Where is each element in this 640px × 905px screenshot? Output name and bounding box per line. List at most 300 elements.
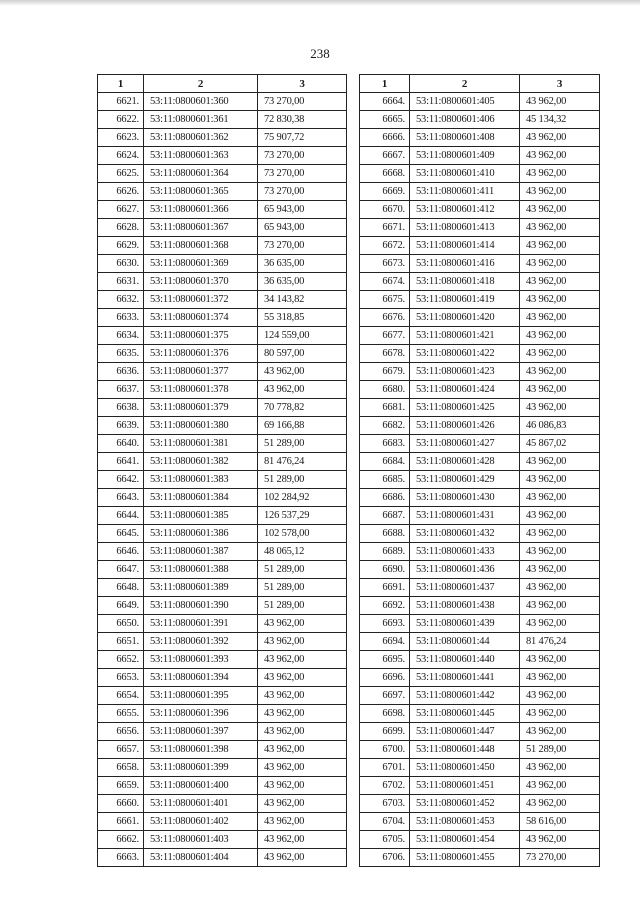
table-row [98,291,347,309]
cadastral-value: 55 318,85 [258,309,347,327]
table-row [360,795,600,813]
cadastral-number: 53:11:0800601:368 [144,237,258,255]
cadastral-value: 51 289,00 [258,579,347,597]
cadastral-value: 73 270,00 [520,849,600,867]
cadastral-number: 53:11:0800601:392 [144,633,258,651]
table-row [360,381,600,399]
cadastral-number: 53:11:0800601:431 [410,507,520,525]
table-row [360,849,600,867]
cadastral-value: 43 962,00 [520,165,600,183]
row-number: 6672. [360,237,410,255]
table-row [360,147,600,165]
cadastral-number: 53:11:0800601:426 [410,417,520,435]
row-number: 6628. [98,219,144,237]
table-row [98,561,347,579]
cadastral-number: 53:11:0800601:433 [410,543,520,561]
row-number: 6656. [98,723,144,741]
cadastral-value: 43 962,00 [520,471,600,489]
row-number: 6678. [360,345,410,363]
row-number: 6635. [98,345,144,363]
row-number: 6700. [360,741,410,759]
cadastral-value: 43 962,00 [520,723,600,741]
cadastral-value: 43 962,00 [520,327,600,345]
table-row [360,165,600,183]
cadastral-value: 65 943,00 [258,219,347,237]
cadastral-value: 80 597,00 [258,345,347,363]
cadastral-number: 53:11:0800601:428 [410,453,520,471]
table-body-right [360,93,600,867]
cadastral-value: 43 962,00 [520,363,600,381]
cadastral-value: 102 284,92 [258,489,347,507]
table-row [98,813,347,831]
cadastral-number: 53:11:0800601:378 [144,381,258,399]
table-row [360,597,600,615]
table-row [360,111,600,129]
cadastral-value: 65 943,00 [258,201,347,219]
table-row [98,165,347,183]
cadastral-value: 43 962,00 [258,381,347,399]
row-number: 6639. [98,417,144,435]
cadastral-number: 53:11:0800601:377 [144,363,258,381]
cadastral-number: 53:11:0800601:410 [410,165,520,183]
cadastral-number: 53:11:0800601:367 [144,219,258,237]
table-row [360,741,600,759]
cadastral-number: 53:11:0800601:454 [410,831,520,849]
table-row [360,543,600,561]
row-number: 6696. [360,669,410,687]
table-row [98,417,347,435]
row-number: 6703. [360,795,410,813]
table-row [360,237,600,255]
row-number: 6676. [360,309,410,327]
cadastral-number: 53:11:0800601:391 [144,615,258,633]
cadastral-value: 51 289,00 [258,561,347,579]
row-number: 6683. [360,435,410,453]
table-row [360,561,600,579]
cadastral-number: 53:11:0800601:445 [410,705,520,723]
cadastral-number: 53:11:0800601:385 [144,507,258,525]
table-row [98,597,347,615]
cadastral-number: 53:11:0800601:425 [410,399,520,417]
table-row [98,525,347,543]
cadastral-value: 51 289,00 [258,435,347,453]
column-header: 1 [98,75,144,93]
table-row [98,687,347,705]
table-row [98,669,347,687]
cadastral-value: 43 962,00 [520,795,600,813]
row-number: 6659. [98,777,144,795]
table-row [98,759,347,777]
cadastral-number: 53:11:0800601:448 [410,741,520,759]
cadastral-number: 53:11:0800601:403 [144,831,258,849]
cadastral-value: 43 962,00 [520,507,600,525]
cadastral-value: 43 962,00 [520,687,600,705]
registry-table-right [359,74,600,867]
cadastral-number: 53:11:0800601:418 [410,273,520,291]
cadastral-number: 53:11:0800601:419 [410,291,520,309]
cadastral-value: 75 907,72 [258,129,347,147]
cadastral-value: 43 962,00 [520,93,600,111]
row-number: 6681. [360,399,410,417]
cadastral-value: 43 962,00 [258,633,347,651]
cadastral-value: 70 778,82 [258,399,347,417]
cadastral-number: 53:11:0800601:381 [144,435,258,453]
table-row [360,777,600,795]
table-row [98,399,347,417]
table-row [360,831,600,849]
table-row [360,579,600,597]
row-number: 6688. [360,525,410,543]
row-number: 6671. [360,219,410,237]
row-number: 6648. [98,579,144,597]
table-row [360,453,600,471]
cadastral-number: 53:11:0800601:414 [410,237,520,255]
registry-table-left [97,74,347,867]
table-row [360,327,600,345]
table-row [360,309,600,327]
cadastral-number: 53:11:0800601:450 [410,759,520,777]
table-row [98,111,347,129]
row-number: 6669. [360,183,410,201]
cadastral-value: 43 962,00 [520,129,600,147]
cadastral-number: 53:11:0800601:375 [144,327,258,345]
cadastral-value: 124 559,00 [258,327,347,345]
cadastral-value: 43 962,00 [520,597,600,615]
row-number: 6665. [360,111,410,129]
cadastral-number: 53:11:0800601:421 [410,327,520,345]
cadastral-value: 73 270,00 [258,183,347,201]
cadastral-number: 53:11:0800601:453 [410,813,520,831]
row-number: 6661. [98,813,144,831]
row-number: 6657. [98,741,144,759]
cadastral-value: 43 962,00 [520,309,600,327]
table-row [360,471,600,489]
row-number: 6684. [360,453,410,471]
cadastral-value: 48 065,12 [258,543,347,561]
row-number: 6666. [360,129,410,147]
row-number: 6664. [360,93,410,111]
cadastral-value: 81 476,24 [520,633,600,651]
table-row [98,201,347,219]
table-row [360,489,600,507]
table-row [360,291,600,309]
row-number: 6623. [98,129,144,147]
cadastral-number: 53:11:0800601:384 [144,489,258,507]
row-number: 6642. [98,471,144,489]
table-row [98,453,347,471]
table-body-left [98,93,347,867]
table-row [360,363,600,381]
cadastral-value: 72 830,38 [258,111,347,129]
cadastral-value: 51 289,00 [520,741,600,759]
table-row [98,237,347,255]
cadastral-value: 43 962,00 [258,687,347,705]
cadastral-value: 43 962,00 [520,579,600,597]
row-number: 6668. [360,165,410,183]
row-number: 6702. [360,777,410,795]
column-header: 3 [258,75,347,93]
row-number: 6647. [98,561,144,579]
column-header: 2 [144,75,258,93]
row-number: 6631. [98,273,144,291]
cadastral-value: 36 635,00 [258,273,347,291]
row-number: 6686. [360,489,410,507]
cadastral-number: 53:11:0800601:401 [144,795,258,813]
row-number: 6677. [360,327,410,345]
row-number: 6641. [98,453,144,471]
cadastral-value: 43 962,00 [520,615,600,633]
row-number: 6699. [360,723,410,741]
table-row [98,831,347,849]
row-number: 6670. [360,201,410,219]
table-row [98,705,347,723]
row-number: 6653. [98,669,144,687]
row-number: 6649. [98,597,144,615]
row-number: 6679. [360,363,410,381]
cadastral-value: 73 270,00 [258,147,347,165]
cadastral-value: 43 962,00 [258,363,347,381]
cadastral-number: 53:11:0800601:408 [410,129,520,147]
table-row [360,723,600,741]
cadastral-value: 43 962,00 [520,651,600,669]
table-row [98,507,347,525]
cadastral-value: 43 962,00 [520,759,600,777]
table-row [360,201,600,219]
cadastral-number: 53:11:0800601:380 [144,417,258,435]
row-number: 6687. [360,507,410,525]
row-number: 6627. [98,201,144,219]
cadastral-value: 43 962,00 [258,651,347,669]
cadastral-value: 43 962,00 [520,561,600,579]
row-number: 6701. [360,759,410,777]
table-row [360,435,600,453]
row-number: 6645. [98,525,144,543]
table-row [360,705,600,723]
table-row [360,687,600,705]
cadastral-value: 43 962,00 [258,795,347,813]
table-row [98,795,347,813]
cadastral-number: 53:11:0800601:369 [144,255,258,273]
row-number: 6629. [98,237,144,255]
cadastral-number: 53:11:0800601:427 [410,435,520,453]
cadastral-number: 53:11:0800601:405 [410,93,520,111]
cadastral-value: 43 962,00 [258,759,347,777]
cadastral-number: 53:11:0800601:398 [144,741,258,759]
cadastral-value: 43 962,00 [520,777,600,795]
cadastral-value: 43 962,00 [258,831,347,849]
table-row [360,219,600,237]
cadastral-number: 53:11:0800601:416 [410,255,520,273]
cadastral-number: 53:11:0800601:412 [410,201,520,219]
row-number: 6673. [360,255,410,273]
cadastral-number: 53:11:0800601:429 [410,471,520,489]
cadastral-number: 53:11:0800601:432 [410,525,520,543]
row-number: 6651. [98,633,144,651]
cadastral-number: 53:11:0800601:437 [410,579,520,597]
table-row [98,435,347,453]
table-row [360,399,600,417]
row-number: 6625. [98,165,144,183]
cadastral-value: 43 962,00 [258,813,347,831]
table-row [98,363,347,381]
cadastral-value: 43 962,00 [520,147,600,165]
cadastral-number: 53:11:0800601:383 [144,471,258,489]
table-row [360,615,600,633]
row-number: 6682. [360,417,410,435]
cadastral-value: 43 962,00 [258,615,347,633]
cadastral-number: 53:11:0800601:379 [144,399,258,417]
cadastral-number: 53:11:0800601:447 [410,723,520,741]
column-header: 1 [360,75,410,93]
table-row [98,255,347,273]
cadastral-value: 43 962,00 [520,219,600,237]
row-number: 6692. [360,597,410,615]
cadastral-value: 51 289,00 [258,597,347,615]
table-row [98,219,347,237]
cadastral-number: 53:11:0800601:388 [144,561,258,579]
cadastral-number: 53:11:0800601:422 [410,345,520,363]
table-header-row [360,75,600,93]
cadastral-number: 53:11:0800601:439 [410,615,520,633]
row-number: 6621. [98,93,144,111]
row-number: 6630. [98,255,144,273]
row-number: 6667. [360,147,410,165]
cadastral-number: 53:11:0800601:365 [144,183,258,201]
cadastral-value: 43 962,00 [520,381,600,399]
row-number: 6698. [360,705,410,723]
cadastral-number: 53:11:0800601:390 [144,597,258,615]
cadastral-number: 53:11:0800601:423 [410,363,520,381]
cadastral-value: 81 476,24 [258,453,347,471]
cadastral-number: 53:11:0800601:430 [410,489,520,507]
cadastral-value: 43 962,00 [520,345,600,363]
row-number: 6663. [98,849,144,867]
cadastral-number: 53:11:0800601:452 [410,795,520,813]
row-number: 6654. [98,687,144,705]
cadastral-number: 53:11:0800601:413 [410,219,520,237]
table-row [360,525,600,543]
cadastral-value: 43 962,00 [258,723,347,741]
row-number: 6695. [360,651,410,669]
cadastral-number: 53:11:0800601:436 [410,561,520,579]
cadastral-number: 53:11:0800601:382 [144,453,258,471]
scan-top-edge [0,0,640,6]
row-number: 6638. [98,399,144,417]
cadastral-number: 53:11:0800601:362 [144,129,258,147]
row-number: 6685. [360,471,410,489]
table-row [98,381,347,399]
row-number: 6622. [98,111,144,129]
cadastral-value: 58 616,00 [520,813,600,831]
cadastral-number: 53:11:0800601:372 [144,291,258,309]
cadastral-number: 53:11:0800601:399 [144,759,258,777]
cadastral-value: 43 962,00 [258,849,347,867]
cadastral-value: 43 962,00 [520,525,600,543]
table-row [360,633,600,651]
cadastral-number: 53:11:0800601:360 [144,93,258,111]
table-row [98,129,347,147]
cadastral-value: 102 578,00 [258,525,347,543]
cadastral-value: 43 962,00 [258,777,347,795]
cadastral-number: 53:11:0800601:361 [144,111,258,129]
table-row [98,723,347,741]
table-row [360,507,600,525]
row-number: 6633. [98,309,144,327]
row-number: 6662. [98,831,144,849]
table-row [98,147,347,165]
row-number: 6632. [98,291,144,309]
table-row [360,813,600,831]
table-row [360,759,600,777]
table-row [360,345,600,363]
table-row [360,273,600,291]
cadastral-value: 43 962,00 [258,669,347,687]
table-row [360,417,600,435]
row-number: 6636. [98,363,144,381]
cadastral-number: 53:11:0800601:440 [410,651,520,669]
row-number: 6634. [98,327,144,345]
cadastral-value: 43 962,00 [520,831,600,849]
cadastral-value: 43 962,00 [520,705,600,723]
cadastral-value: 73 270,00 [258,237,347,255]
table-row [98,777,347,795]
cadastral-number: 53:11:0800601:44 [410,633,520,651]
row-number: 6652. [98,651,144,669]
table-row [360,183,600,201]
cadastral-value: 43 962,00 [520,273,600,291]
cadastral-value: 43 962,00 [258,705,347,723]
row-number: 6637. [98,381,144,399]
cadastral-number: 53:11:0800601:438 [410,597,520,615]
table-row [98,273,347,291]
table-row [98,651,347,669]
cadastral-value: 69 166,88 [258,417,347,435]
table-row [98,741,347,759]
cadastral-number: 53:11:0800601:411 [410,183,520,201]
cadastral-value: 43 962,00 [520,183,600,201]
cadastral-value: 73 270,00 [258,165,347,183]
table-row [98,93,347,111]
cadastral-number: 53:11:0800601:364 [144,165,258,183]
cadastral-value: 45 134,32 [520,111,600,129]
row-number: 6705. [360,831,410,849]
cadastral-number: 53:11:0800601:442 [410,687,520,705]
table-row [98,579,347,597]
cadastral-value: 36 635,00 [258,255,347,273]
cadastral-number: 53:11:0800601:393 [144,651,258,669]
cadastral-number: 53:11:0800601:370 [144,273,258,291]
cadastral-number: 53:11:0800601:451 [410,777,520,795]
row-number: 6690. [360,561,410,579]
cadastral-number: 53:11:0800601:420 [410,309,520,327]
cadastral-value: 43 962,00 [258,741,347,759]
table-row [98,345,347,363]
cadastral-number: 53:11:0800601:366 [144,201,258,219]
row-number: 6697. [360,687,410,705]
row-number: 6640. [98,435,144,453]
table-row [360,129,600,147]
row-number: 6626. [98,183,144,201]
row-number: 6691. [360,579,410,597]
cadastral-value: 43 962,00 [520,201,600,219]
cadastral-number: 53:11:0800601:406 [410,111,520,129]
cadastral-number: 53:11:0800601:404 [144,849,258,867]
row-number: 6655. [98,705,144,723]
row-number: 6704. [360,813,410,831]
row-number: 6644. [98,507,144,525]
cadastral-value: 43 962,00 [520,669,600,687]
row-number: 6694. [360,633,410,651]
